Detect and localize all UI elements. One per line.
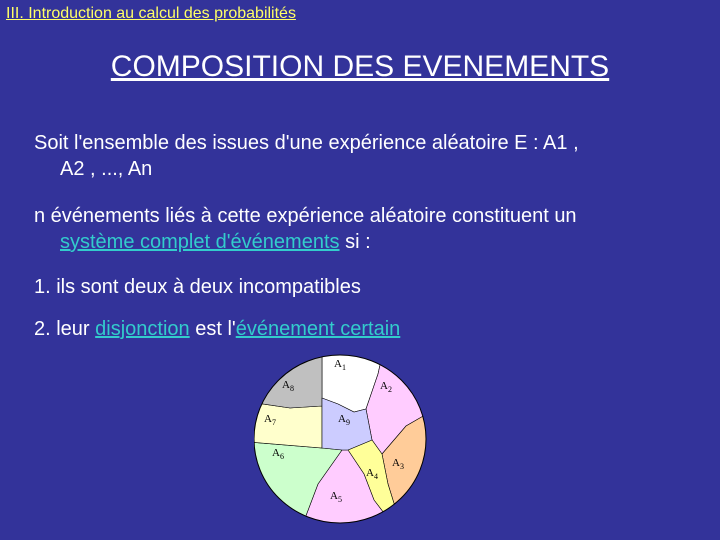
list-item-disjonction [34,316,704,342]
page-title [0,50,720,84]
list-item-disjonction-middle: est l' [189,318,236,340]
breadcrumb: III. Introduction au calcul des probabilités [6,5,296,22]
paragraph-definition-suffix: si : [339,231,371,253]
paragraph-issues-line2: A2 , ..., An [60,158,153,180]
paragraph-definition-line2 [34,229,704,255]
label-a6: $A_6$ [272,447,284,461]
label-a2: $A_2$ [380,380,392,394]
label-a8: $A_8$ [282,379,294,393]
paragraph-definition [34,203,704,255]
label-a4: $A_4$ [366,467,378,481]
page-title-text: COMPOSITION DES EVENEMENTS [110,50,610,83]
label-a9: $A_9$ [338,413,350,427]
label-a7: $A_7$ [264,413,276,427]
paragraph-definition-line1: n événements liés à cette expérience aléatoire constituent un [34,205,577,227]
systeme-complet-link[interactable]: système complet d'événements [60,231,340,253]
evenement-certain-link[interactable]: événement certain [235,318,401,340]
label-a3: $A_3$ [392,457,404,471]
paragraph-issues [34,130,704,182]
paragraph-issues-line1: Soit l'ensemble des issues d'une expérience aléatoire E : A1 , [34,132,579,154]
partition-diagram [254,352,434,524]
list-item-incompatibles: 1. ils sont deux à deux incompatibles [34,276,361,298]
label-a1: $A_1$ [334,358,346,372]
list-item-disjonction-prefix: 2. leur [34,318,96,340]
region-a7 [254,402,322,448]
label-a5: $A_5$ [330,490,342,504]
disjonction-link[interactable]: disjonction [95,318,190,340]
